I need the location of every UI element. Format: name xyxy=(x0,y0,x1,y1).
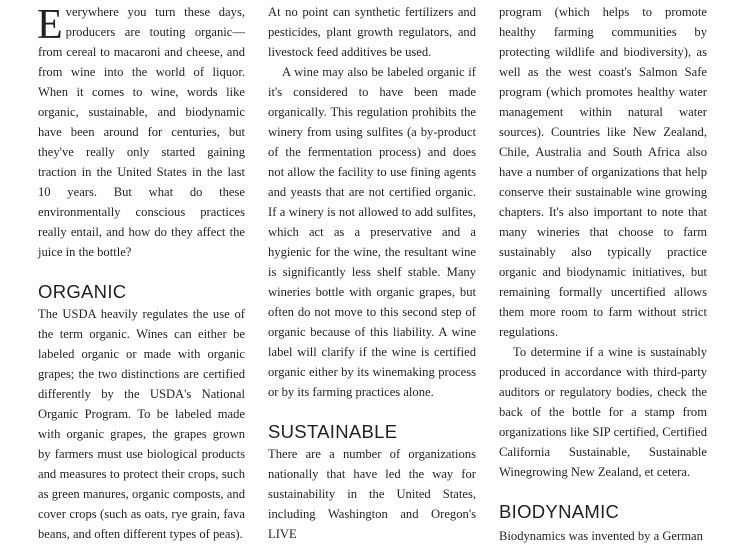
organic-paragraph-1: The USDA heavily regulates the use of the term organic. Wines can either be labeled organic or made with organic grapes; the two distinctions are certified differently by the USDA's National Organic Program. To be labeled made with organic grapes, the grapes grown by farmers must use biological products and measures to protect their crops, such as green manures, organic composts, and cover crops (such as oats, rye grain, fava beans, and often different types of peas). xyxy=(38,307,245,541)
section-heading-sustainable: SUSTAINABLE xyxy=(268,421,398,442)
section-heading-biodynamic: BIODYNAMIC xyxy=(499,501,620,522)
intro-text: verywhere you turn these days, producers are touting organic—from cereal to macaroni and cheese, and from wine into the world of liquor. When it comes to wine, words like organic, sustainable, and biodynamic have been around for centuries, but they've really only started gaining traction in the United States in the last 10 years. But what do these environmentally conscious practices really entail, and how do they affect the juice in the bottle? xyxy=(38,5,245,259)
intro-paragraph xyxy=(38,2,245,262)
sustainable-paragraph-1: There are a number of organizations nationally that have led the way for sustainability in the United States, including Washington and Oregon's LIVE xyxy=(268,447,476,541)
organic-paragraph-2: At no point can synthetic fertilizers and pesticides, plant growth regulators, and livestock feed additives be used. xyxy=(268,5,476,59)
column-3 xyxy=(499,2,707,546)
biodynamic-paragraph-1: Biodynamics was invented by a German xyxy=(499,529,703,543)
organic-paragraph-3: A wine may also be labeled organic if it's considered to have been made organically. This regulation prohibits the winery from using sulfites (a by-product of the fermentation process) and does not allow the facility to use fining agents and yeasts that are not certified organic. If a winery is not allowed to add sulfites, which act as a preservative and a hygienic for the wine, the resultant wine is significantly less shelf stable. Many wineries bottle with organic grapes, but often do not move to this second step of organic because of this liability. A wine label will clarify if the wine is certified organic either by its winemaking process or by its farming practices alone. xyxy=(268,65,476,399)
column-2 xyxy=(268,2,476,544)
sustainable-paragraph-2: program (which helps to promote healthy farming communities by protecting wildlife and biodiversity), as well as the west coast's Salmon Safe program (which promotes healthy water management within natural water sources). Countries like New Zealand, Chile, Australia and South Africa also have a number of organizations that help conserve their sustainable wine growing chapters. It's also important to note that many wineries that choose to farm sustainably also typically practice organic and biodynamic initiatives, but remaining formally uncertified allows them more room to farm without strict regulations. xyxy=(499,5,707,339)
section-heading-organic: ORGANIC xyxy=(38,281,127,302)
column-1 xyxy=(38,2,245,544)
drop-cap: E xyxy=(37,2,63,48)
sustainable-paragraph-3: To determine if a wine is sustainably produced in accordance with third-party auditors or regulatory bodies, check the back of the bottle for a stamp from organizations like SIP certified, Certified California Sustainable, Sustainable Winegrowing New Zealand, et cetera. xyxy=(499,345,707,479)
